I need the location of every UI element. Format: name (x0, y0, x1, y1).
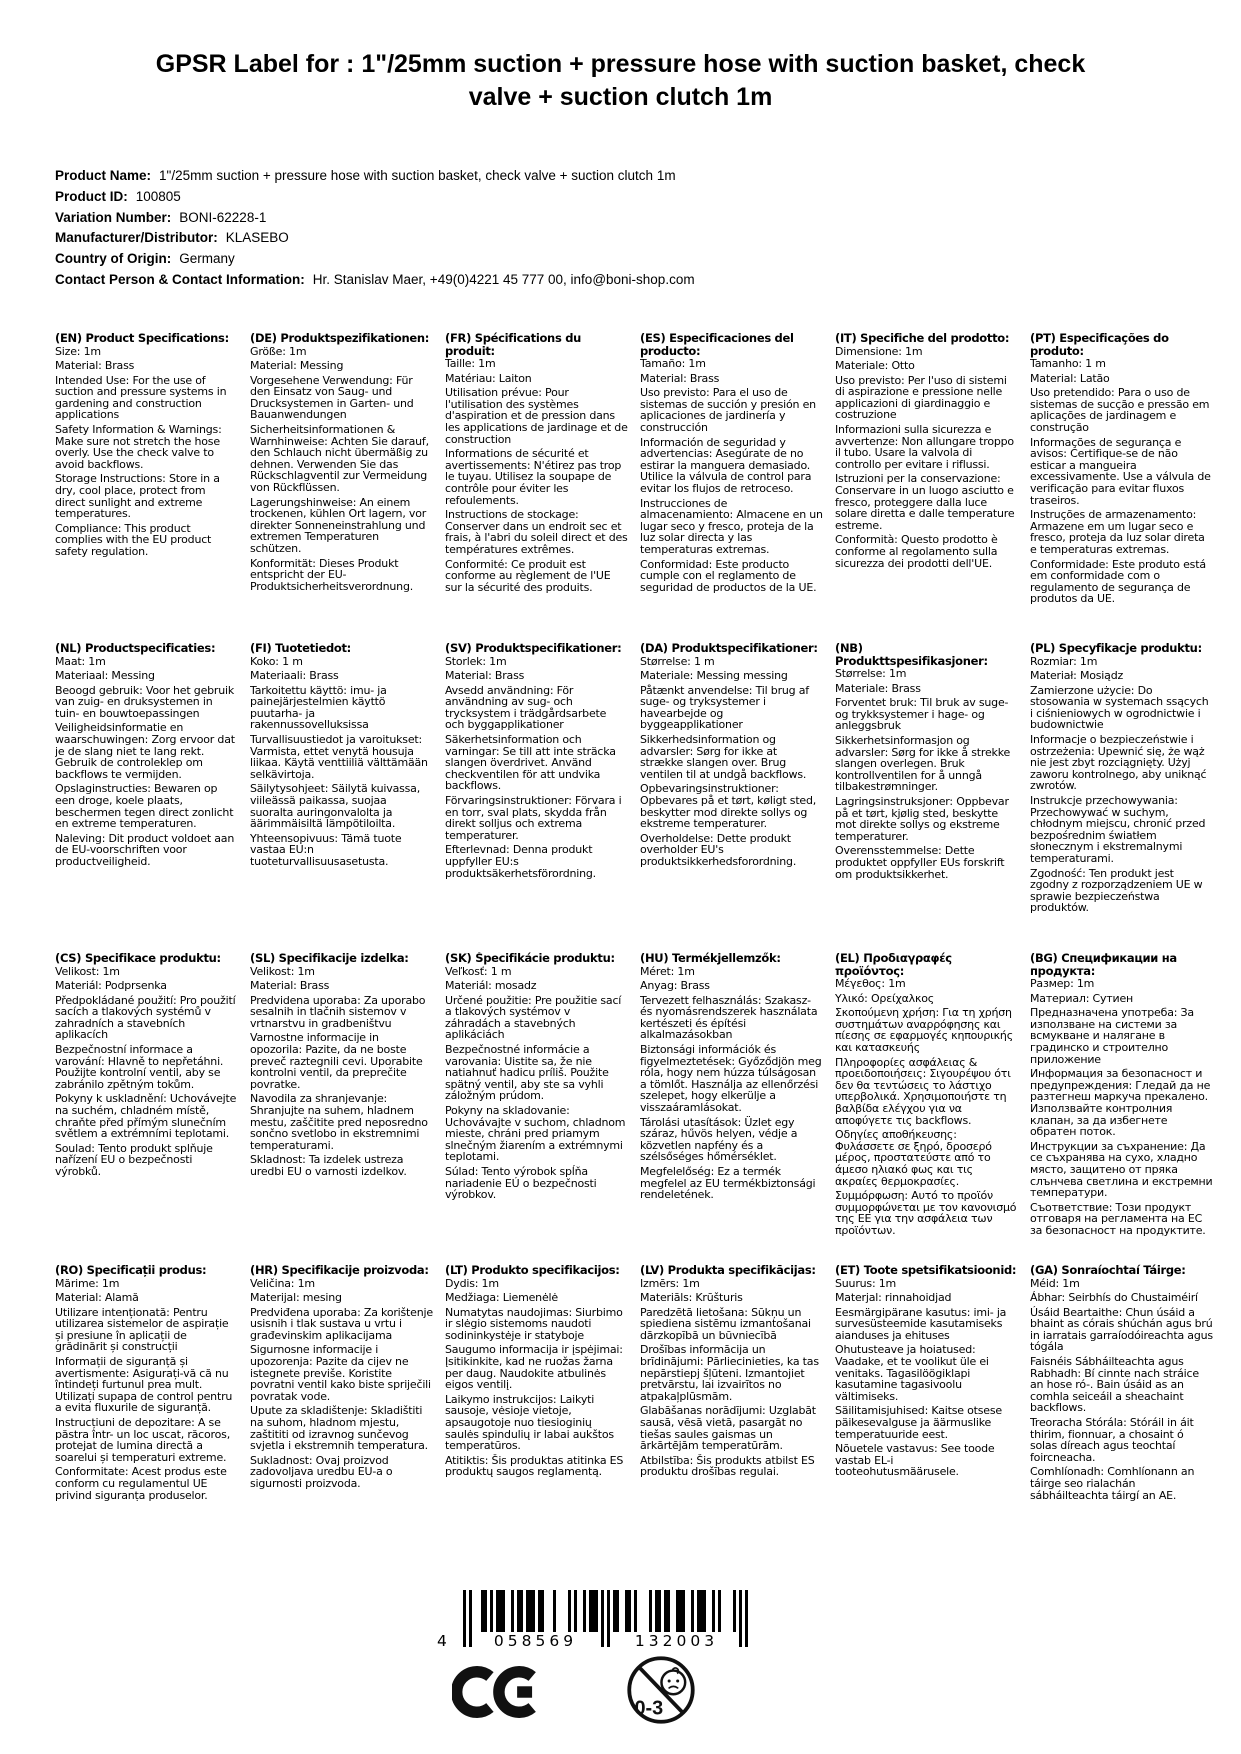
page-title (0, 48, 1241, 114)
product-info-value: 100805 (135, 188, 181, 204)
spec-paragraph: Materiał: Mosiądz (1030, 669, 1124, 683)
product-info-label: Contact Person & Contact Information: (55, 271, 305, 287)
spec-paragraph: Varnostne informacije in opozorila: Pazite, da ne boste preveč raztegnili cevi. Uporabite kontrolni ventil, da preprečite povratke. (250, 1031, 423, 1091)
spec-paragraph: Navodila za shranjevanje: Shranjujte na suhem, hladnem mestu, zaščitite pred neposredno sončno svetlobo in ekstremnimi temperaturami. (250, 1092, 428, 1152)
spec-paragraph: Størrelse: 1 m (640, 654, 715, 668)
spec-paragraph: Conformidade: Este produto está em conformidade com o regulamento de segurança de produtos da UE. (1030, 557, 1206, 606)
spec-paragraph: Material: Brass (445, 669, 525, 683)
spec-paragraph: Ábhar: Seirbhís do Chustaiméirí (1030, 1291, 1198, 1305)
spec-paragraph: Materiale: Brass (835, 681, 921, 695)
spec-paragraph: Compliance: This product complies with the EU product safety regulation. (55, 521, 212, 558)
spec-paragraph: Materiale: Messing messing (640, 669, 788, 683)
spec-block-header: (IT) Specifiche del prodotto: (835, 332, 1010, 345)
spec-paragraph: Σκοπούμενη χρήση: Για τη χρήση συστημάτων αναρρόφησης και πίεσης σε εφαρμογές κηπουρικής και κατασκευής (835, 1006, 1013, 1054)
spec-paragraph: Safety Information & Warnings: Make sure not stretch the hose overly. Use the check valve to avoid backflows. (55, 423, 222, 471)
spec-paragraph: Pokyny k uskladnění: Uchovávejte na suchém, chladném místě, chraňte před přímým slunečním světlem a extrémními teplotami. (55, 1092, 237, 1141)
product-info (55, 166, 695, 291)
spec-paragraph: Instrucțiuni de depozitare: A se păstra într- un loc uscat, răcoros, protejat de lumina directă a soarelui și temperaturi extreme. (55, 1416, 230, 1464)
spec-paragraph: Conformidad: Este producto cumple con el reglamento de seguridad de productos de la UE. (640, 557, 817, 594)
spec-block-body (55, 656, 238, 868)
spec-paragraph: Instrucciones de almacenamiento: Almacene en un lugar seco y fresco, proteja de la luz solar directa y las temperaturas extremas. (640, 496, 823, 556)
spec-block-body (55, 1278, 238, 1502)
spec-paragraph: Informações de segurança e avisos: Certifique-se de não esticar a mangueira excessivamente. Use a válvula de verificação para evitar fluxos traseiros. (1030, 435, 1211, 507)
spec-paragraph: Faisnéis Sábháilteachta agus Rabhadh: Bí cinnte nach stráice an hose ró-. Bain úsáid as an comhla seiceáil a sheachaint backflows. (1030, 1355, 1199, 1415)
spec-block-body (1030, 1278, 1213, 1502)
spec-paragraph: Material: Brass (640, 371, 720, 385)
spec-paragraph: Veľkosť: 1 m (445, 964, 512, 978)
spec-paragraph: Numatytas naudojimas: Siurbimo ir slėgio sistemoms naudoti sodininkystėje ir statyboje (445, 1305, 623, 1342)
baby-face-icon (661, 1671, 685, 1695)
spec-paragraph: Mărime: 1m (55, 1276, 120, 1290)
barcode-lead-digit: 4 (437, 1632, 447, 1650)
spec-paragraph: Tamaño: 1m (640, 357, 706, 370)
spec-paragraph: Utilisation prévue: Pour l'utilisation des systèmes d'aspiration et de pression dans les applications de jardinage et de construction (445, 386, 628, 446)
spec-paragraph: Material: Messing (250, 359, 344, 373)
spec-block-body (445, 966, 628, 1201)
spec-block-header: (BG) Спецификации на продукта: (1030, 952, 1177, 978)
spec-block-body (640, 966, 823, 1201)
age-warning-0-3-icon (625, 1651, 697, 1729)
spec-paragraph: Conformità: Questo prodotto è conforme al regolamento sulla sicurezza dei prodotti dell'UE. (835, 533, 998, 570)
spec-paragraph: Sukladnost: Ovaj proizvod zadovoljava uredbu EU-a o sigurnosti proizvoda. (250, 1453, 393, 1490)
spec-paragraph: Forventet bruk: Til bruk av suge- og trykksystemer i hage- og anleggsbruk (835, 696, 1009, 733)
language-spec-block (250, 332, 433, 642)
product-info-row (55, 187, 695, 208)
spec-block-body (1030, 978, 1213, 1236)
spec-paragraph: Lagerungshinweise: An einem trockenen, kühlen Ort lagern, vor direkter Sonneneinstrahlung und extremen Temperaturen schützen. (250, 495, 427, 555)
spec-paragraph: Izmērs: 1m (640, 1276, 700, 1290)
spec-paragraph: Bezpečnostní informace a varování: Hlavně to nepřetáhni. Použijte kontrolní ventil, aby se zabránilo zpětným tokům. (55, 1043, 224, 1091)
page-title-text: GPSR Label for : 1"/25mm suction + pressure hose with suction basket, check valve + suction clutch 1m (155, 50, 1086, 111)
spec-block-body (250, 1278, 433, 1490)
spec-paragraph: Atbilstība: Šis produkts atbilst ES produktu drošības regulai. (640, 1453, 815, 1479)
spec-paragraph: Vorgesehene Verwendung: Für den Einsatz von Saug- und Drucksystemen in Garten- und Bauanwendungen (250, 373, 414, 422)
spec-block-body (640, 656, 823, 868)
product-info-row (55, 208, 695, 229)
spec-paragraph: Υλικό: Ορείχαλκος (835, 991, 935, 1005)
spec-block-body (835, 346, 1018, 570)
spec-paragraph: Storlek: 1m (445, 654, 507, 668)
spec-paragraph: Yhteensopivuus: Tämä tuote vastaa EU:n tuoteturvallisuusasetusta. (250, 831, 402, 868)
spec-paragraph: Storage Instructions: Store in a dry, cool place, protect from direct sunlight and extreme temperatures. (55, 472, 220, 521)
spec-block-body (55, 966, 238, 1178)
spec-paragraph: Förvaringsinstruktioner: Förvara i en torr, sval plats, skydda från direkt solljus och extrema temperaturer. (445, 794, 622, 842)
spec-paragraph: Zamierzone użycie: Do stosowania w systemach ssących i ciśnieniowych w ogrodnictwie i budownictwie (1030, 683, 1209, 732)
spec-block-header: (HU) Termékjellemzők: (640, 952, 781, 965)
spec-paragraph: Saugumo informacija ir įspėjimai: Įsitikinkite, kad ne ruožas žarna per daug. Naudokite atbulinės eigos ventilį. (445, 1343, 623, 1392)
spec-block-header: (NB) Produkttspesifikasjoner: (835, 642, 988, 668)
spec-paragraph: Veličina: 1m (250, 1276, 315, 1290)
language-spec-block (835, 642, 1018, 952)
spec-paragraph: Materiale: Otto (835, 359, 915, 373)
language-spec-block (250, 1264, 433, 1501)
spec-paragraph: Material: Alamă (55, 1291, 139, 1305)
spec-paragraph: Zgodność: Ten produkt jest zgodny z rozporządzeniem UE w sprawie bezpieczeństwa produktów. (1030, 866, 1203, 915)
spec-paragraph: Material: Latão (1030, 371, 1110, 385)
spec-block-header: (DE) Produktspezifikationen: (250, 332, 430, 345)
spec-block-header: (SV) Produktspecifikationer: (445, 642, 622, 655)
language-spec-block (445, 642, 628, 952)
product-info-row (55, 166, 695, 187)
spec-paragraph: Dimensione: 1m (835, 344, 923, 358)
spec-paragraph: Съответствие: Този продукт отговаря на регламента на ЕС за безопасност на продуктите. (1030, 1200, 1206, 1237)
spec-paragraph: Turvallisuustiedot ja varoitukset: Varmista, ettet venytä housuja liikaa. Käytä venttiiliä välttämään selkävirtoja. (250, 733, 428, 781)
spec-paragraph: Predviđena uporaba: Za korištenje usisnih i tlak sustava u vrtu i građevinskim aplikacijama (250, 1305, 433, 1342)
language-spec-block (445, 1264, 628, 1501)
spec-paragraph: Sikkerhedsinformation og advarsler: Sørg for ikke at strække slangen over. Brug ventilen til at undgå backflows. (640, 733, 807, 781)
spec-paragraph: Istruzioni per la conservazione: Conservare in un luogo asciutto e fresco, proteggere dalla luce solare diretta e dalle temperature estreme. (835, 472, 1015, 532)
spec-paragraph: Materjal: rinnahoidjad (835, 1291, 952, 1305)
spec-paragraph: Soulad: Tento produkt splňuje nařízení EU o bezpečnosti výrobků. (55, 1141, 213, 1178)
spec-paragraph: Instruções de armazenamento: Armazene em um lugar seco e fresco, proteja da luz solar direta e temperaturas extremas. (1030, 508, 1205, 556)
spec-paragraph: Megfelelőség: Ez a termék megfelel az EU termékbiztonsági rendeletének. (640, 1165, 816, 1202)
spec-paragraph: Informacje o bezpieczeństwie i ostrzeżenia: Upewnić się, że wąż nie jest zbyt rozciągnięty. Użyj zaworu kontrolnego, aby uniknąć zwrotów. (1030, 733, 1207, 793)
language-spec-block (445, 332, 628, 642)
spec-paragraph: Nõuetele vastavus: See toode vastab EL-i tooteohutusmäärusele. (835, 1442, 995, 1479)
spec-paragraph: Overensstemmelse: Dette produktet oppfyller EUs forskrift om produktsikkerhet. (835, 844, 1005, 881)
spec-paragraph: Méid: 1m (1030, 1276, 1080, 1290)
ean13-barcode (437, 1590, 748, 1650)
spec-paragraph: Méret: 1m (640, 964, 695, 978)
spec-paragraph: Informazioni sulla sicurezza e avvertenze: Non allungare troppo il tubo. Usare la valvola di controllo per evitare i riflussi. (835, 423, 1014, 471)
spec-block-body (250, 966, 433, 1178)
spec-paragraph: Úsáid Beartaithe: Chun úsáid a bhaint as córais shúchán agus brú in iarratais garraíodóireachta agus tógála (1030, 1305, 1213, 1354)
spec-paragraph: Размер: 1m (1030, 977, 1095, 990)
spec-block-body (445, 358, 628, 593)
spec-paragraph: Konformität: Dieses Produkt entspricht der EU-Produktsicherheitsverordnung. (250, 556, 414, 593)
language-spec-block (55, 642, 238, 952)
spec-block-body (640, 358, 823, 593)
spec-block-body (55, 346, 238, 558)
spec-block-header: (NL) Productspecificaties: (55, 642, 216, 655)
spec-paragraph: Ohutusteave ja hoiatused: Vaadake, et te voolikut üle ei venitaks. Tagasilöögiklapi kasutamine tagasivoolu vältimiseks. (835, 1343, 989, 1403)
spec-paragraph: Materijal: mesing (250, 1291, 342, 1305)
barcode-group2: 132003 (614, 1633, 739, 1649)
spec-paragraph: Uso previsto: Para el uso de sistemas de succión y presión en aplicaciones de jardinería y construcción (640, 386, 816, 434)
spec-paragraph: Größe: 1m (250, 344, 307, 358)
product-info-label: Product Name: (55, 168, 152, 183)
spec-paragraph: Skladnost: Ta izdelek ustreza uredbi EU o varnosti izdelkov. (250, 1153, 407, 1178)
spec-block-body (445, 1278, 628, 1479)
spec-paragraph: Koko: 1 m (250, 654, 303, 668)
spec-paragraph: Material: Brass (250, 979, 330, 993)
language-spec-block (55, 1264, 238, 1501)
spec-block-body (1030, 358, 1213, 605)
spec-block-header: (HR) Specifikacije proizvoda: (250, 1264, 429, 1277)
spec-paragraph: Conformitate: Acest produs este conform cu regulamentul UE privind siguranța produselor. (55, 1465, 227, 1502)
spec-paragraph: Upute za skladištenje: Skladištiti na suhom, hladnom mjestu, zaštititi od izravnog sunčevog svjetla i ekstremnih temperatura. (250, 1404, 428, 1453)
product-info-label: Country of Origin: (55, 251, 172, 267)
spec-block-header: (LV) Produkta specifikācijas: (640, 1264, 816, 1277)
spec-paragraph: Glabāšanas norādījumi: Uzglabāt sausā, vēsā vietā, pasargāt no tiešas saules gaismas un ārkārtējām temperatūrām. (640, 1404, 816, 1453)
spec-paragraph: Säkerhetsinformation och varningar: Se till att inte sträcka slangen överdrivet. Använd checkventilen för att undvika backflows. (445, 733, 616, 793)
spec-paragraph: Uso previsto: Per l'uso di sistemi di aspirazione e pressione nelle applicazioni di giardinaggio e costruzione (835, 373, 1007, 422)
language-specs-grid (55, 332, 1213, 1501)
product-info-row (55, 270, 695, 291)
spec-paragraph: Treoracha Stórála: Stóráil in áit thirim, fionnuar, a chosaint ó solas díreach agus teochtaí foircneacha. (1030, 1416, 1194, 1464)
product-info-label: Variation Number: (55, 209, 172, 225)
spec-paragraph: Dydis: 1m (445, 1276, 499, 1290)
spec-paragraph: Anyag: Brass (640, 979, 710, 993)
ce-mark-icon (452, 1660, 540, 1724)
spec-block-header: (SL) Specifikacije izdelka: (250, 952, 409, 965)
product-info-label: Product ID: (55, 188, 128, 204)
spec-paragraph: Информация за безопасност и предупреждения: Гледай да не разтегнеш маркуча прекалено. Използвайте контролния клапан, за да избегнете обратен поток. (1030, 1067, 1211, 1139)
language-spec-block (835, 1264, 1018, 1501)
language-spec-block (640, 642, 823, 952)
spec-block-body (250, 346, 433, 593)
spec-paragraph: Μέγεθος: 1m (835, 977, 906, 990)
spec-paragraph: Οδηγίες αποθήκευσης: Φυλάσσετε σε ξηρό, δροσερό μέρος, προστατεύστε από το άμεσο ηλιακό φως και τις ακραίες θερμοκρασίες. (835, 1128, 992, 1188)
spec-paragraph: Biztonsági információk és figyelmeztetések: Győződjön meg róla, hogy nem húzza túlságosan a tömlőt. Használja az ellenőrzési szelepet, hogy elkerülje a visszaáramlásokat. (640, 1043, 822, 1115)
spec-paragraph: Naleving: Dit product voldoet aan de EU-voorschriften voor productveiligheid. (55, 831, 235, 868)
spec-paragraph: Πληροφορίες ασφάλειας & προειδοποιήσεις: Σιγουρέψου ότι δεν θα τεντώσεις το λάστιχο υπερβολικά. Χρησιμοποιήστε τη βαλβίδα ελέγχου για να αποφύγετε τις backflows. (835, 1055, 1011, 1127)
language-spec-block (445, 952, 628, 1264)
spec-paragraph: Opbevaringsinstruktioner: Opbevares på et tørt, køligt sted, beskytter mod direkte sollys og ekstreme temperaturer. (640, 782, 817, 831)
spec-paragraph: Bezpečnostné informácie a varovania: Uistite sa, že nie natiahnuť hadicu príliš. Použite spätný ventil, aby ste sa vyhli záložným prúdom. (445, 1043, 609, 1103)
spec-block-header: (ES) Especificaciones del producto: (640, 332, 794, 358)
spec-paragraph: Size: 1m (55, 344, 101, 358)
spec-paragraph: Sikkerhetsinformasjon og advarsler: Sørg for ikke å strekke slangen overlegen. Bruk kontrollventilen for å unngå tilbakestrømninger. (835, 733, 1011, 794)
spec-paragraph: Материал: Сутиен (1030, 991, 1134, 1005)
spec-paragraph: Rozmiar: 1m (1030, 654, 1098, 668)
spec-block-header: (GA) Sonraíochtaí Táirge: (1030, 1264, 1186, 1277)
spec-block-body (835, 668, 1018, 880)
spec-block-header: (SK) Špecifikácie produktu: (445, 952, 615, 965)
product-info-value: 1"/25mm suction + pressure hose with suction basket, check valve + suction clutch 1m (159, 168, 676, 183)
product-info-value: BONI-62228-1 (179, 209, 267, 225)
language-spec-block (640, 952, 823, 1264)
spec-block-body (835, 1278, 1018, 1479)
spec-paragraph: Sicherheitsinformationen & Warnhinweise: Achten Sie darauf, den Schlauch nicht übermäßig zu dehnen. Verwenden Sie das Rückschlagventil zur Vermeidung von Rückflüssen. (250, 423, 429, 495)
spec-paragraph: Avsedd användning: För användning av sug- och trycksystem i trädgårdsarbete och byggapplikationer (445, 683, 607, 732)
spec-block-header: (PT) Especificações do produto: (1030, 332, 1169, 358)
language-spec-block (1030, 332, 1213, 642)
language-spec-block (640, 332, 823, 642)
spec-paragraph: Säilytysohjeet: Säilytä kuivassa, viileässä paikassa, suojaa suoralta auringonvalolta ja äärimmäisiltä lämpötiloilta. (250, 782, 421, 831)
spec-paragraph: Maat: 1m (55, 654, 106, 668)
spec-paragraph: Sigurnosne informacije i upozorenja: Pazite da cijev ne istegnete previše. Koristite povratni ventil kako biste spriječili povratak vode. (250, 1343, 431, 1403)
spec-paragraph: Efterlevnad: Denna produkt uppfyller EU:s produktsäkerhetsförordning. (445, 843, 596, 880)
language-spec-block (250, 642, 433, 952)
spec-paragraph: Instructions de stockage: Conserver dans un endroit sec et frais, à l'abri du soleil direct et des températures extrêmes. (445, 508, 628, 556)
spec-paragraph: Materiaal: Messing (55, 669, 155, 683)
language-spec-block (55, 332, 238, 642)
spec-paragraph: Materiál: mosadz (445, 979, 537, 993)
spec-block-header: (DA) Produktspecifikationer: (640, 642, 818, 655)
language-spec-block (640, 1264, 823, 1501)
spec-paragraph: Beoogd gebruik: Voor het gebruik van zuig- en druksystemen in tuin- en bouwtoepassingen (55, 683, 235, 720)
spec-paragraph: Información de seguridad y advertencias: Asegúrate de no estirar la manguera demasiado. Utilice la válvula de control para evitar los flujos de retroceso. (640, 435, 812, 495)
product-info-row (55, 249, 695, 270)
spec-paragraph: Tamanho: 1 m (1030, 357, 1106, 370)
spec-paragraph: Předpokládané použití: Pro použití sacích a tlakových systémů v zahradních a stavebních aplikacích (55, 993, 236, 1042)
spec-paragraph: Matériau: Laiton (445, 371, 532, 385)
spec-block-header: (ET) Toote spetsifikatsioonid: (835, 1264, 1017, 1277)
spec-paragraph: Overholdelse: Dette produkt overholder EU's produktsikkerhedsforordning. (640, 831, 797, 868)
spec-paragraph: Utilizare intenționată: Pentru utilizarea sistemelor de aspirație și presiune în aplicații de grădinărit și construcții (55, 1305, 229, 1354)
product-info-value: KLASEBO (225, 230, 289, 246)
product-info-row (55, 228, 695, 249)
spec-block-header: (PL) Specyfikacje produktu: (1030, 642, 1202, 655)
product-info-value: Germany (179, 251, 235, 267)
spec-paragraph: Intended Use: For the use of suction and pressure systems in gardening and construction applications (55, 373, 227, 422)
product-info-value: Hr. Stanislav Maer, +49(0)4221 45 777 00, info@boni-shop.com (312, 271, 695, 287)
spec-paragraph: Taille: 1m (445, 357, 496, 370)
spec-block-body (640, 1278, 823, 1479)
spec-paragraph: Informations de sécurité et avertissements: N'étirez pas trop le tuyau. Utilisez la soupape de contrôle pour éviter les refoulements. (445, 447, 622, 507)
spec-paragraph: Tárolási utasítások: Üzlet egy száraz, hűvös helyen, védje a közvetlen napfény és a szélsőséges hőmérséklet. (640, 1115, 798, 1164)
spec-paragraph: Størrelse: 1m (835, 667, 907, 680)
spec-block-body (835, 978, 1018, 1236)
spec-paragraph: Velikost: 1m (250, 964, 315, 978)
spec-paragraph: Velikost: 1m (55, 964, 120, 978)
spec-paragraph: Materiál: Podprsenka (55, 979, 167, 993)
spec-paragraph: Säilitamisjuhised: Kaitse otsese päikesevalguse ja äärmuslike temperatuuride eest. (835, 1404, 1002, 1441)
spec-paragraph: Comhlíonadh: Comhlíonann an táirge seo rialachán sábháilteachta táirgí an AE. (1030, 1465, 1195, 1502)
spec-block-header: (LT) Produkto specifikacijos: (445, 1264, 620, 1277)
spec-block-header: (CS) Specifikace produktu: (55, 952, 221, 965)
spec-paragraph: Súlad: Tento výrobok spĺňa nariadenie EÚ o bezpečnosti výrobkov. (445, 1165, 597, 1202)
spec-paragraph: Instrukcje przechowywania: Przechowywać w suchym, chłodnym miejscu, chronić przed bezpośrednim światłem słonecznym i ekstremalnymi temperaturami. (1030, 794, 1206, 865)
spec-paragraph: Laikymo instrukcijos: Laikyti sausoje, vėsioje vietoje, apsaugotoje nuo tiesioginių saulės spindulių ir labai aukštos temperatūros. (445, 1392, 614, 1453)
spec-block-header: (EN) Product Specifications: (55, 332, 229, 345)
language-spec-block (1030, 952, 1213, 1264)
spec-paragraph: Eesmärgipärane kasutus: imi- ja survesüsteemide kasutamiseks aianduses ja ehituses (835, 1305, 1007, 1342)
spec-paragraph: Určené použitie: Pre použitie sací a tlakových systémov v záhradách a stavebných aplikáciách (445, 993, 622, 1042)
spec-paragraph: Materiaali: Brass (250, 669, 339, 683)
spec-paragraph: Påtænkt anvendelse: Til brug af suge- og tryksystemer i havearbejde og byggeapplikationer (640, 683, 809, 732)
spec-paragraph: Инструкции за съхранение: Да се съхранява на сухо, хладно място, защитено от пряка слънчева светлина и екстремни температури. (1030, 1139, 1213, 1200)
spec-block-header: (RO) Specificații produs: (55, 1264, 207, 1277)
spec-paragraph: Predvidena uporaba: Za uporabo sesalnih in tlačnih sistemov v vrtnarstvu in gradbeništvu (250, 993, 426, 1030)
spec-paragraph: Atitiktis: Šis produktas atitinka ES produktų saugos reglamentą. (445, 1453, 624, 1479)
spec-paragraph: Paredzētā lietošana: Sūkņu un spiediena sistēmu izmantošanai dārzkopībā un būvniecībā (640, 1305, 811, 1342)
product-info-label: Manufacturer/Distributor: (55, 230, 218, 246)
language-spec-block (250, 952, 433, 1264)
spec-paragraph: Conformité: Ce produit est conforme au règlement de l'UE sur la sécurité des produits. (445, 557, 611, 594)
spec-paragraph: Material: Brass (55, 359, 135, 373)
spec-paragraph: Συμμόρφωση: Αυτό το προϊόν συμμορφώνεται με τον κανονισμό της ΕΕ για την ασφάλεια των προϊόντων. (835, 1189, 1017, 1237)
spec-paragraph: Tervezett felhasználás: Szakasz- és nyomásrendszerek használata kertészeti és építési alkalmazásokban (640, 993, 818, 1042)
spec-block-body (250, 656, 433, 868)
spec-paragraph: Предназначена употреба: За използване на системи за всмукване и налягане в градинско и строително приложение (1030, 1006, 1194, 1066)
language-spec-block (1030, 642, 1213, 952)
language-spec-block (835, 952, 1018, 1264)
spec-paragraph: Veiligheidsinformatie en waarschuwingen: Zorg ervoor dat je de slang niet te lang rekt. Gebruik de controleklep om backflows te vermijden. (55, 721, 235, 781)
spec-paragraph: Opslaginstructies: Bewaren op een droge, koele plaats, beschermen tegen direct zonlicht en extreme temperaturen. (55, 782, 234, 831)
spec-paragraph: Drošības informācija un brīdinājumi: Pārliecinieties, ka tas nepārstiepj šļūteni. Izmantojiet pretvārstu, lai izvairītos no atpakaļplūsmām. (640, 1343, 819, 1403)
spec-block-header: (FR) Spécifications du produit: (445, 332, 582, 358)
spec-block-body (1030, 656, 1213, 914)
spec-paragraph: Tarkoitettu käyttö: imu- ja painejärjestelmien käyttö puutarha- ja rakennussovelluksissa (250, 683, 387, 732)
language-spec-block (835, 332, 1018, 642)
age-warning-label: 0-3 (634, 1697, 664, 1720)
spec-paragraph: Materiāls: Krūšturis (640, 1291, 743, 1305)
spec-paragraph: Lagringsinstruksjoner: Oppbevar på et tørt, kjølig sted, beskytte mot direkte sollys og ekstreme temperaturer. (835, 794, 1009, 843)
language-spec-block (55, 952, 238, 1264)
spec-block-body (445, 656, 628, 880)
spec-block-header: (EL) Προδιαγραφές προϊόντος: (835, 952, 952, 978)
spec-paragraph: Medžiaga: Liemenėlė (445, 1291, 558, 1305)
spec-paragraph: Informații de siguranță și avertismente: Asigurați-vă că nu întindeți furtunul prea mult. Utilizați supapa de control pentru a evita fluxurile de siguranță. (55, 1355, 233, 1415)
spec-paragraph: Suurus: 1m (835, 1276, 897, 1290)
spec-paragraph: Uso pretendido: Para o uso de sistemas de sucção e pressão em aplicações de jardinagem e construção (1030, 386, 1210, 434)
spec-block-header: (FI) Tuotetiedot: (250, 642, 351, 655)
language-spec-block (1030, 1264, 1213, 1501)
barcode-group1: 058569 (473, 1633, 598, 1649)
spec-paragraph: Pokyny na skladovanie: Uchovávajte v suchom, chladnom mieste, chráni pred priamym slnečným žiarením a extrémnymi teplotami. (445, 1104, 626, 1164)
